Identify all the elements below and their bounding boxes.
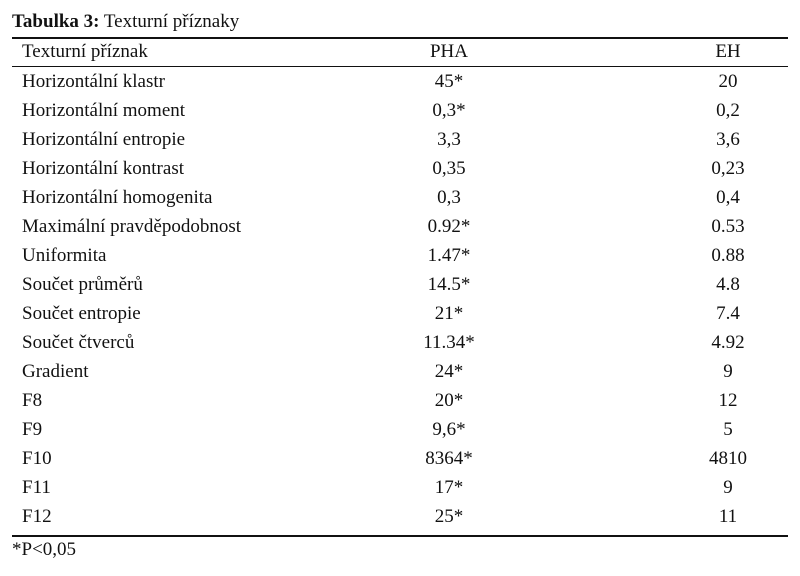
pha-value-cell: 14.5* xyxy=(427,273,471,295)
table-row xyxy=(12,183,788,212)
eh-value-cell: 5 xyxy=(723,418,733,440)
column-header-pha: PHA xyxy=(429,41,468,62)
eh-value-cell: 4810 xyxy=(709,447,747,469)
table-row xyxy=(12,299,788,328)
table-row xyxy=(12,415,788,444)
table-bottom-rule xyxy=(12,535,788,537)
table-row xyxy=(12,473,788,502)
eh-value-cell: 20 xyxy=(718,70,738,92)
table-row xyxy=(12,386,788,415)
table-row xyxy=(12,444,788,473)
eh-value-cell: 3,6 xyxy=(716,128,740,150)
feature-name-cell: F12 xyxy=(22,505,52,527)
feature-name-cell: F9 xyxy=(22,418,43,440)
table-row xyxy=(12,502,788,531)
feature-name-cell: F8 xyxy=(22,389,43,411)
pha-value-cell: 0,3* xyxy=(432,99,466,121)
table-header-row xyxy=(12,38,788,66)
feature-name-cell: Součet průměrů xyxy=(22,273,143,295)
eh-value-cell: 12 xyxy=(718,389,738,411)
table-row xyxy=(12,270,788,299)
feature-name-cell: Horizontální kontrast xyxy=(22,157,184,179)
eh-value-cell: 9 xyxy=(723,476,733,498)
eh-value-cell: 11 xyxy=(718,505,738,527)
eh-value-cell: 4.92 xyxy=(711,331,745,353)
feature-name-cell: Součet čtverců xyxy=(22,331,135,353)
pha-value-cell: 45* xyxy=(434,70,464,92)
eh-value-cell: 7.4 xyxy=(716,302,740,324)
pha-value-cell: 1.47* xyxy=(427,244,471,266)
feature-name-cell: Horizontální klastr xyxy=(22,70,165,92)
column-header-eh: EH xyxy=(715,41,741,62)
feature-name-cell: F10 xyxy=(22,447,52,469)
eh-value-cell: 0,23 xyxy=(711,157,745,179)
eh-value-cell: 0.88 xyxy=(711,244,745,266)
pha-value-cell: 24* xyxy=(434,360,464,382)
feature-name-cell: Uniformita xyxy=(22,244,107,266)
pha-value-cell: 21* xyxy=(434,302,464,324)
feature-name-cell: Gradient xyxy=(22,360,89,382)
pha-value-cell: 0.92* xyxy=(427,215,471,237)
pha-value-cell: 20* xyxy=(434,389,464,411)
table-row xyxy=(12,241,788,270)
table-footnote: *P<0,05 xyxy=(12,539,77,560)
pha-value-cell: 17* xyxy=(434,476,464,498)
table-caption-label: Tabulka 3: xyxy=(12,11,100,32)
eh-value-cell: 9 xyxy=(723,360,733,382)
feature-name-cell: Horizontální moment xyxy=(22,99,186,121)
eh-value-cell: 4.8 xyxy=(716,273,740,295)
pha-value-cell: 9,6* xyxy=(432,418,466,440)
table-row xyxy=(12,154,788,183)
table-row xyxy=(12,212,788,241)
table-row xyxy=(12,67,788,96)
pha-value-cell: 25* xyxy=(434,505,464,527)
feature-name-cell: Horizontální homogenita xyxy=(22,186,213,208)
texture-features-table xyxy=(12,38,788,531)
feature-name-cell: Součet entropie xyxy=(22,302,141,324)
pha-value-cell: 3,3 xyxy=(437,128,461,150)
eh-value-cell: 0,4 xyxy=(716,186,740,208)
pha-value-cell: 0,35 xyxy=(432,157,466,179)
pha-value-cell: 11.34* xyxy=(423,331,475,353)
column-header-feature: Texturní příznak xyxy=(22,41,148,62)
feature-name-cell: F11 xyxy=(22,476,51,498)
feature-name-cell: Horizontální entropie xyxy=(22,128,186,150)
table-row xyxy=(12,96,788,125)
pha-value-cell: 8364* xyxy=(425,447,473,469)
table-body xyxy=(12,67,788,531)
table-row xyxy=(12,125,788,154)
pha-value-cell: 0,3 xyxy=(437,186,461,208)
eh-value-cell: 0,2 xyxy=(716,99,740,121)
eh-value-cell: 0.53 xyxy=(711,215,745,237)
feature-name-cell: Maximální pravděpodobnost xyxy=(22,215,241,237)
table-row xyxy=(12,328,788,357)
table-row xyxy=(12,357,788,386)
table-caption-text: Texturní příznaky xyxy=(99,11,240,32)
table-caption xyxy=(12,10,239,34)
